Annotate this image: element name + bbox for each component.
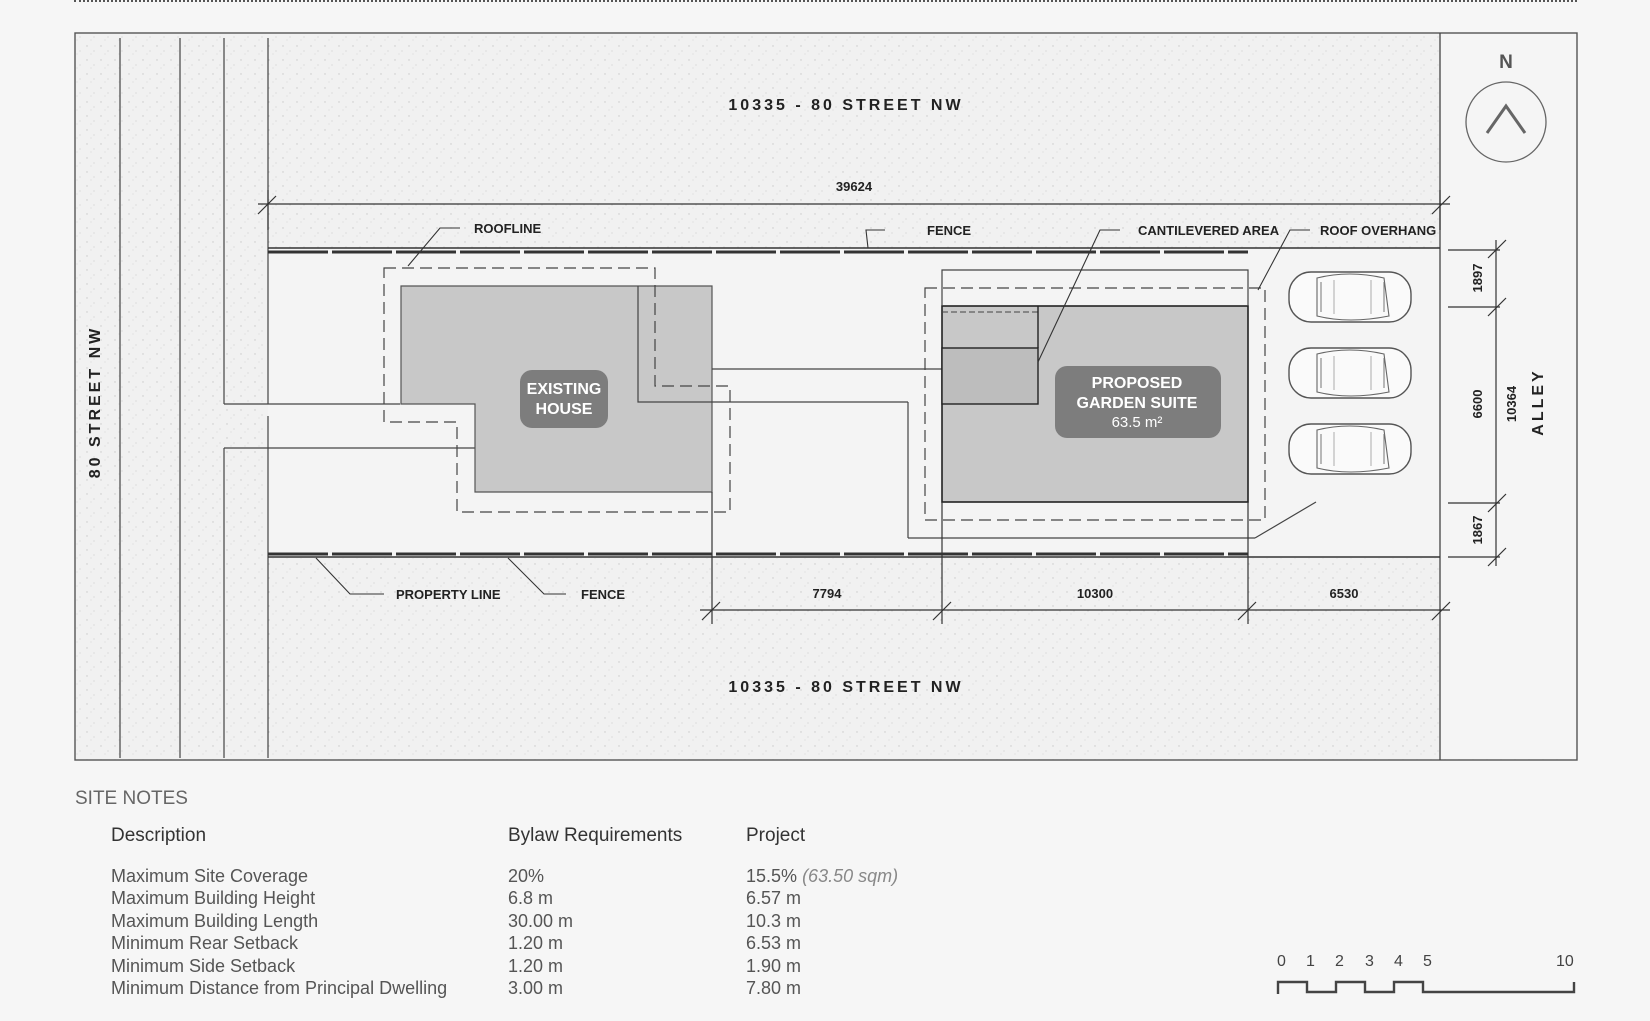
row-project: 10.3 m <box>746 910 802 931</box>
dim-r3: 1867 <box>1470 515 1485 545</box>
existing-house-label-box <box>520 370 608 428</box>
dim-r1: 1897 <box>1470 263 1485 293</box>
row-bylaw: 20% <box>508 865 545 886</box>
row-desc: Maximum Building Height <box>111 888 316 908</box>
existing-house-label-1: EXISTING <box>526 381 602 398</box>
row-project: 6.53 m <box>746 933 802 953</box>
dim-d3: 6530 <box>1329 586 1359 601</box>
north-label: N <box>1499 52 1513 73</box>
row-project: 6.57 m <box>746 888 802 908</box>
existing-house-label-2: HOUSE <box>535 401 593 418</box>
scale-label-4: 4 <box>1394 953 1403 970</box>
notes-col-project <box>746 825 898 1000</box>
row-bylaw: 6.8 m <box>508 888 554 908</box>
suite-label-1: PROPOSED <box>1091 375 1183 392</box>
site-notes-title: SITE NOTES <box>75 788 188 809</box>
scale-label-10: 10 <box>1556 953 1574 970</box>
suite-label-2: GARDEN SUITE <box>1076 395 1198 412</box>
suite-area: 63.5 m² <box>1111 414 1163 431</box>
street-bottom-label: 10335 - 80 STREET NW <box>728 679 964 696</box>
header-project: Project <box>746 825 806 846</box>
callout-roofline: ROOFLINE <box>474 221 542 236</box>
scale-label-0: 0 <box>1277 953 1286 970</box>
row-bylaw: 30.00 m <box>508 910 574 931</box>
row-desc: Maximum Site Coverage <box>111 865 309 886</box>
dim-d2: 10300 <box>1076 586 1114 601</box>
callout-fence-top: FENCE <box>927 223 972 238</box>
scale-label-3: 3 <box>1365 953 1374 970</box>
row-bylaw: 1.20 m <box>508 933 564 953</box>
header-bylaw: Bylaw Requirements <box>508 825 683 846</box>
callout-cantilevered: CANTILEVERED AREA <box>1138 223 1280 238</box>
notes-col-description <box>111 825 447 1000</box>
scale-bar <box>1270 978 1580 998</box>
row-project: 7.80 m <box>746 978 802 998</box>
street-top-label: 10335 - 80 STREET NW <box>728 97 964 114</box>
dim-d1: 7794 <box>812 586 842 601</box>
row-desc: Minimum Rear Setback <box>111 933 299 953</box>
notes-col-bylaw <box>508 825 682 1000</box>
project-note: (63.50 sqm) <box>802 865 899 886</box>
callout-property-line: PROPERTY LINE <box>396 587 501 602</box>
row-bylaw: 1.20 m <box>508 955 564 976</box>
dim-total-width: 10364 <box>1504 385 1519 423</box>
street-left-label: 80 STREET NW <box>87 325 104 479</box>
row-project <box>746 865 898 888</box>
row-project: 1.90 m <box>746 955 802 976</box>
callout-roof-overhang: ROOF OVERHANG <box>1320 223 1437 238</box>
row-desc: Minimum Side Setback <box>111 955 296 976</box>
row-desc: Maximum Building Length <box>111 910 319 931</box>
alley-label: ALLEY <box>1530 368 1547 436</box>
header-description: Description <box>111 825 207 846</box>
scale-label-2: 2 <box>1335 953 1344 970</box>
dim-overall: 39624 <box>835 179 873 194</box>
callout-fence-bottom: FENCE <box>581 587 626 602</box>
dim-r2: 6600 <box>1470 389 1485 419</box>
row-bylaw: 3.00 m <box>508 978 564 998</box>
project-value: 15.5% <box>746 865 798 886</box>
scale-label-1: 1 <box>1306 953 1315 970</box>
scale-label-5: 5 <box>1423 953 1432 970</box>
row-desc: Minimum Distance from Principal Dwelling <box>111 978 448 998</box>
